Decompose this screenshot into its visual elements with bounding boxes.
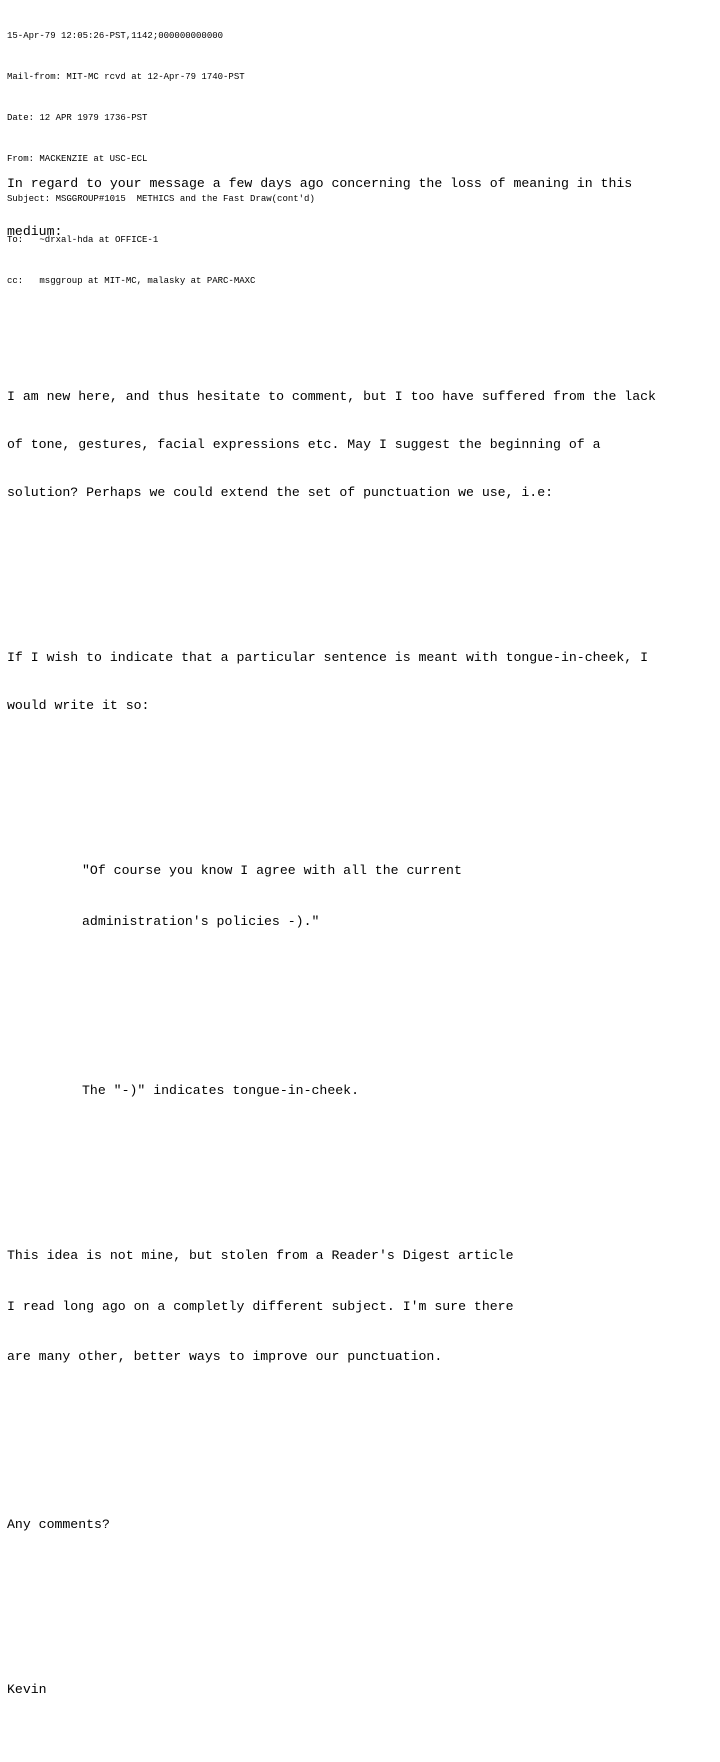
- header-from-line: From: MACKENZIE at USC-ECL: [7, 153, 148, 164]
- quote-line: "Of course you know I agree with all the current: [82, 863, 462, 878]
- email-body: [7, 112, 713, 1762]
- header-date-line: Date: 12 APR 1979 1736-PST: [7, 112, 148, 123]
- paragraph-intro: [7, 144, 713, 272]
- quoted-example: [7, 831, 713, 965]
- header-subject-line: Subject: MSGGROUP#1015 METHICS and the Fast Draw(cont'd): [7, 194, 315, 205]
- body-line: are many other, better ways to improve our punctuation.: [7, 1349, 443, 1364]
- body-line: would write it so:: [7, 698, 150, 713]
- body-line: I am new here, and thus hesitate to comment, but I too have suffered from the lack: [7, 389, 656, 404]
- body-line: If I wish to indicate that a particular sentence is meant with tongue-in-cheek, I: [7, 650, 649, 665]
- paragraph-example-intro: [7, 618, 713, 746]
- paragraph-question: [7, 1485, 713, 1565]
- paragraph-proposal: [7, 357, 713, 533]
- body-line: In regard to your message a few days ago concerning the loss of meaning in this: [7, 176, 633, 191]
- body-line: solution? Perhaps we could extend the set of punctuation we use, i.e:: [7, 485, 554, 500]
- header-to-line: To: ~drxal-hda at OFFICE-1: [7, 235, 159, 246]
- body-line: Any comments?: [7, 1516, 110, 1532]
- quote-line: The "-)" indicates tongue-in-cheek.: [82, 1083, 359, 1098]
- quoted-explanation: [7, 1051, 713, 1131]
- header-timestamp-line: 15-Apr-79 12:05:26-PST,1142;000000000000: [7, 31, 224, 42]
- signature-name: Kevin: [7, 1681, 47, 1697]
- body-line: of tone, gestures, facial expressions etc. May I suggest the beginning of a: [7, 437, 601, 452]
- header-mail-from-line: Mail-from: MIT-MC rcvd at 12-Apr-79 1740-PST: [7, 71, 245, 82]
- signature: [7, 1650, 713, 1730]
- quote-line: administration's policies -).": [82, 914, 320, 929]
- body-line: medium:: [7, 224, 63, 239]
- header-cc-line: cc: msggroup at MIT-MC, malasky at PARC-MAXC: [7, 275, 256, 286]
- body-line: I read long ago on a completly different subject. I'm sure there: [7, 1298, 514, 1314]
- body-line: This idea is not mine, but stolen from a Reader's Digest article: [7, 1248, 514, 1263]
- paragraph-attribution: [7, 1216, 713, 1400]
